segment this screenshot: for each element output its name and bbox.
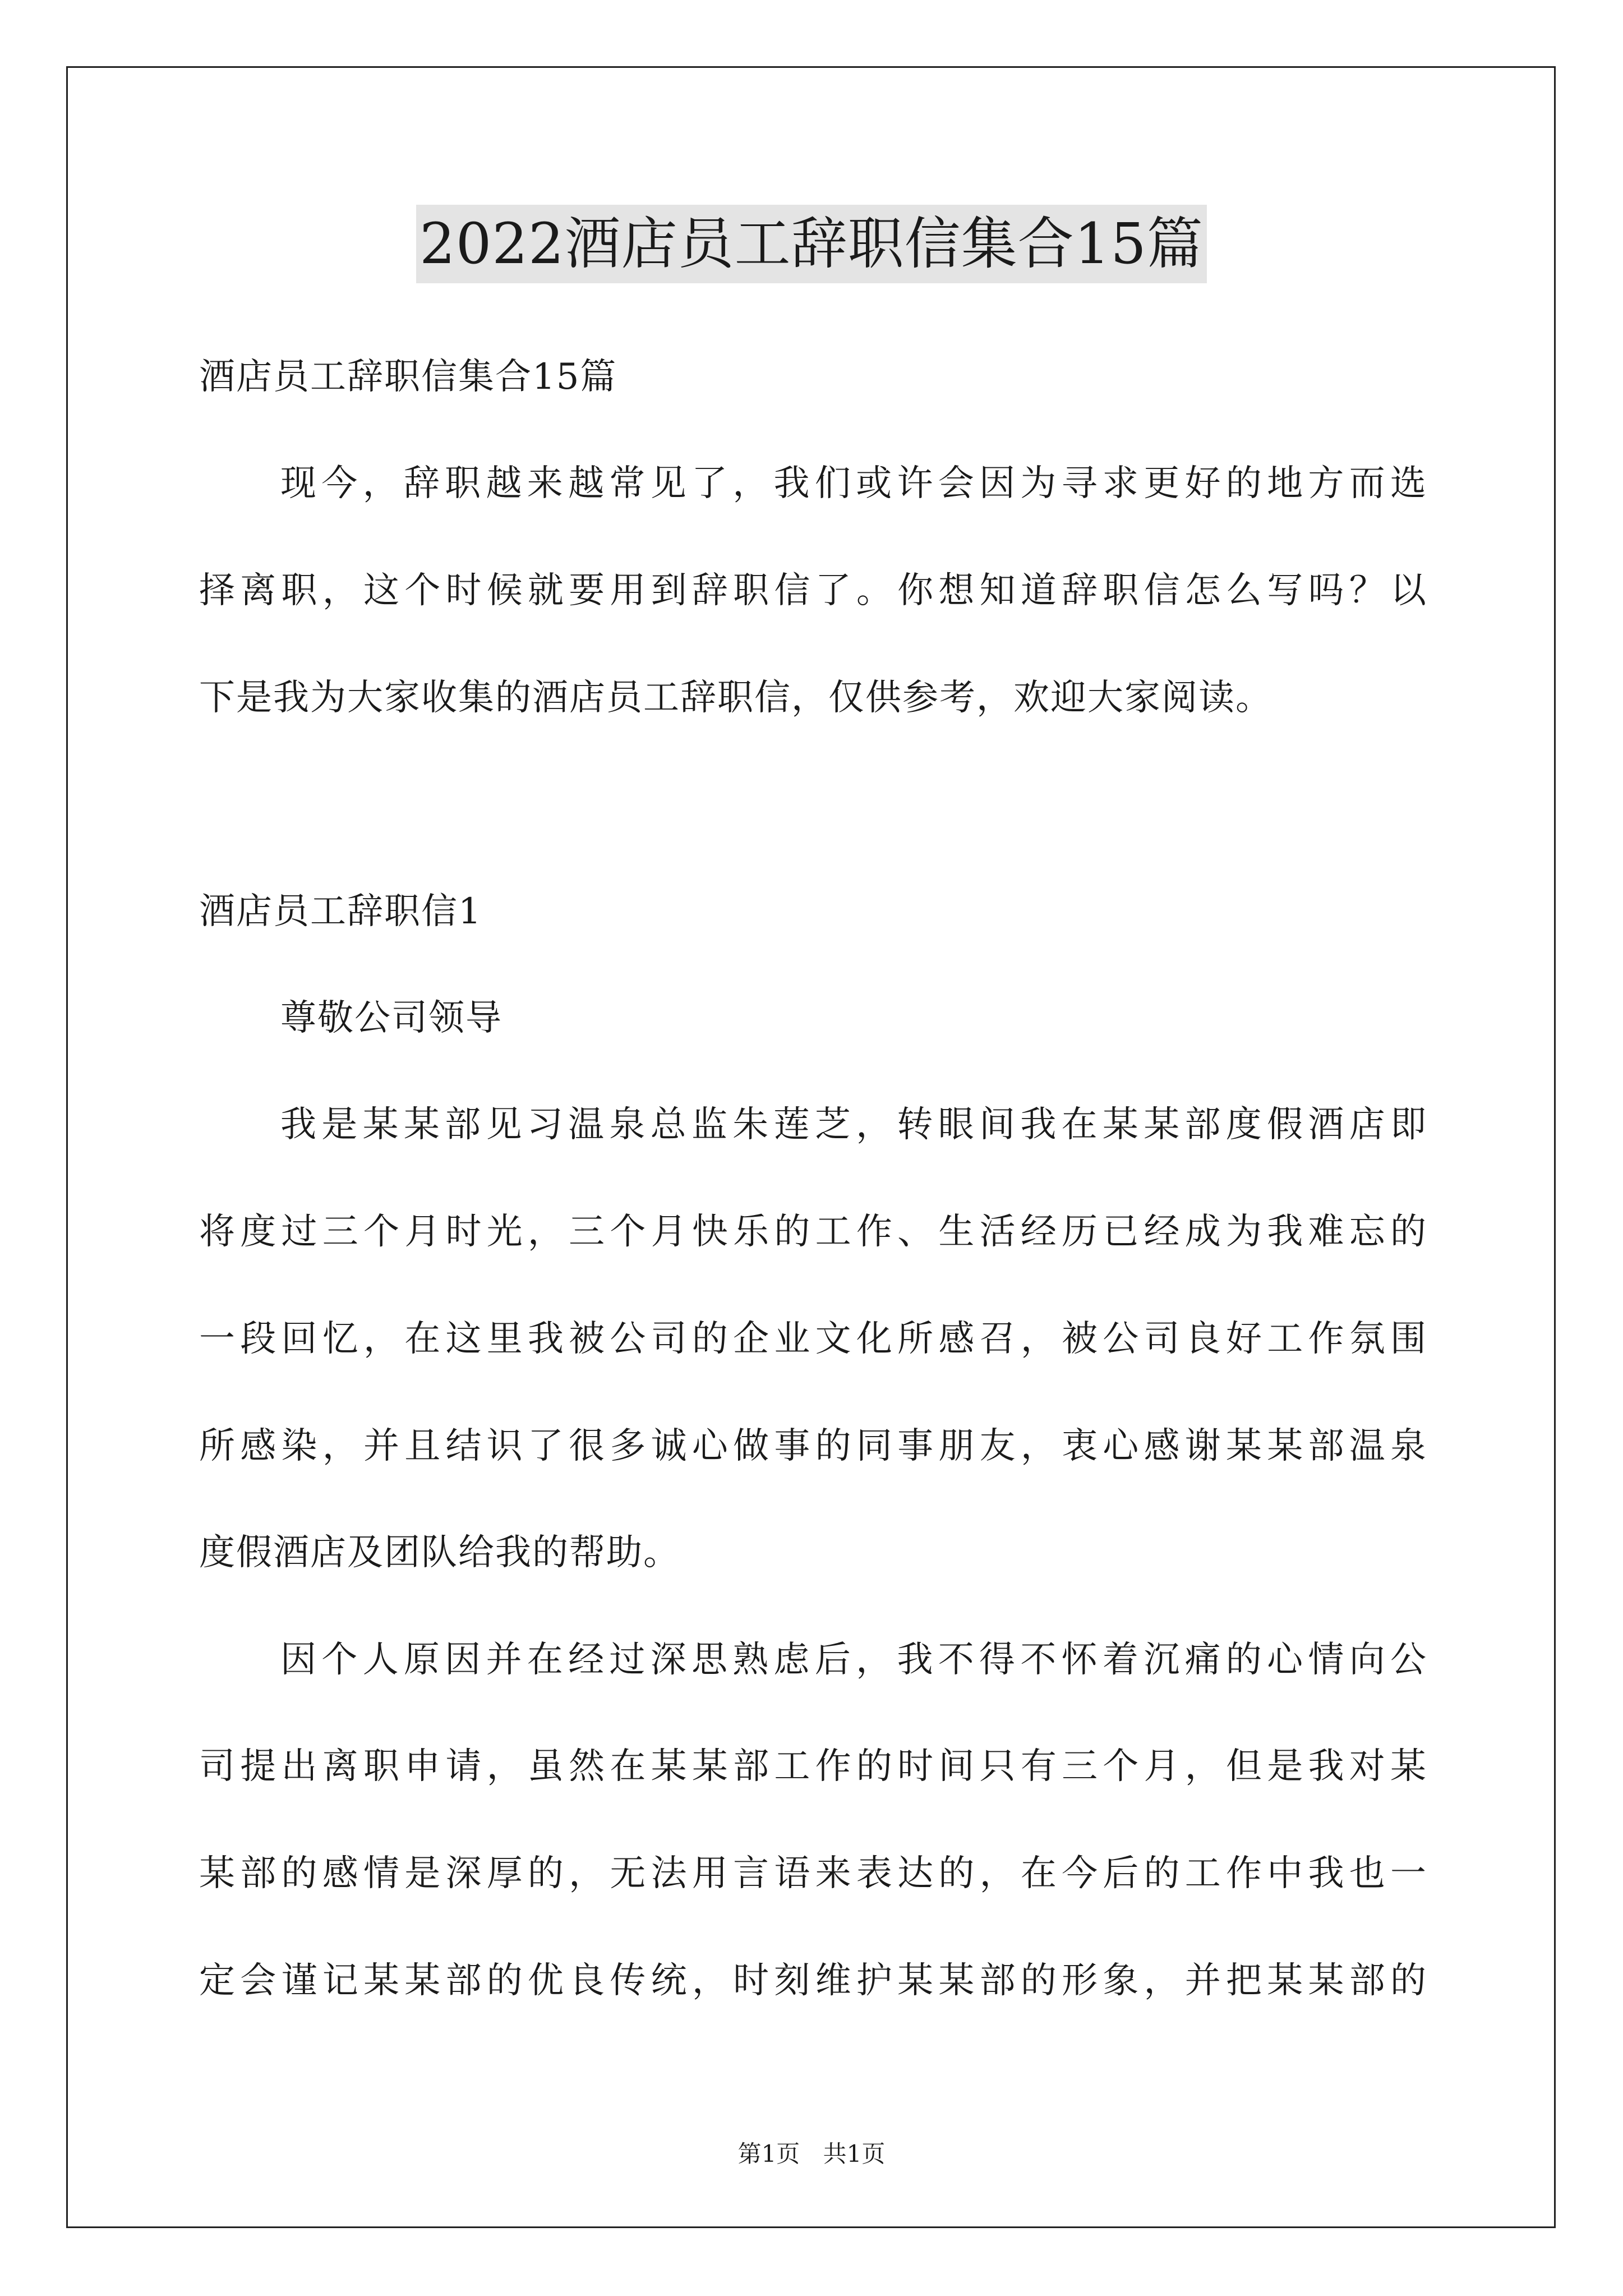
title-container [0,205,1623,283]
document-title: 2022酒店员工辞职信集合15篇 [416,205,1207,283]
para2-line-3: 某部的感情是深厚的，无法用言语来表达的，在今后的工作中我也一 [199,1853,1427,1894]
para2-line-4: 定会谨记某某部的优良传统，时刻维护某某部的形象，并把某某部的 [199,1960,1427,2001]
para1-line-3: 一段回忆，在这里我被公司的企业文化所感召，被公司良好工作氛围 [199,1318,1427,1360]
intro-line-3: 下是我为大家收集的酒店员工辞职信，仅供参考，欢迎大家阅读。 [199,677,1272,719]
para2-line-1: 因个人原因并在经过深思熟虑后，我不得不怀着沉痛的心情向公 [280,1639,1427,1681]
page-footer [0,2138,1623,2170]
section-heading: 酒店员工辞职信1 [199,891,482,932]
salutation: 尊敬公司领导 [280,997,502,1039]
para1-line-2: 将度过三个月时光，三个月快乐的工作、生活经历已经成为我难忘的 [199,1211,1427,1253]
para1-line-5: 度假酒店及团队给我的帮助。 [199,1532,680,1573]
para1-line-1: 我是某某部见习温泉总监朱莲芝，转眼间我在某某部度假酒店即 [280,1104,1427,1145]
document-subtitle: 酒店员工辞职信集合15篇 [199,356,617,398]
page-number: 第1页 [737,2140,800,2168]
para1-line-4: 所感染，并且结识了很多诚心做事的同事朋友，衷心感谢某某部温泉 [199,1425,1427,1467]
para2-line-2: 司提出离职申请，虽然在某某部工作的时间只有三个月，但是我对某 [199,1746,1427,1787]
intro-line-1: 现今，辞职越来越常见了，我们或许会因为寻求更好的地方而选 [280,463,1427,504]
page-total: 共1页 [823,2140,886,2168]
intro-line-2: 择离职，这个时候就要用到辞职信了。你想知道辞职信怎么写吗？以 [199,570,1427,611]
